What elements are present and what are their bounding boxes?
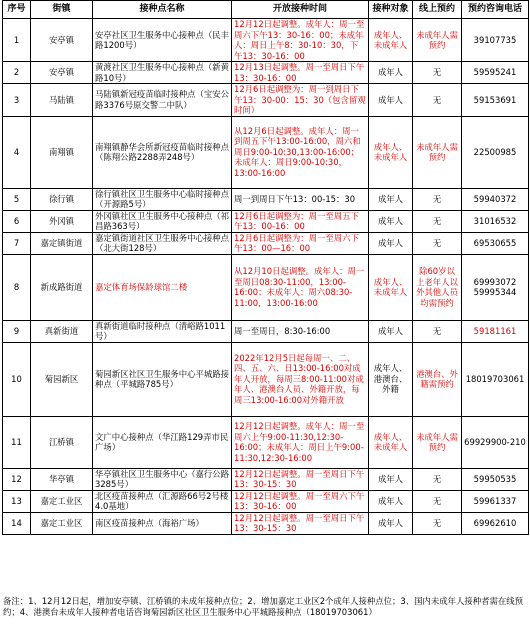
- town-cell: 嘉定镇街道: [31, 232, 93, 254]
- time-cell: 周一至周日，8:30-16:00: [232, 320, 369, 342]
- table-row: [3, 210, 529, 232]
- time-cell: 12月6日起调整为：周一至周六下午13：00—16：00: [232, 232, 369, 254]
- time-cell: 12月6日起调整为：周一到周日下午13：30-00：15：30（包含留观时间）: [232, 84, 369, 117]
- target-cell: 成年人: [369, 320, 413, 342]
- target-cell: 成年人: [369, 84, 413, 117]
- table-row: [3, 416, 529, 468]
- row-number: 8: [3, 254, 31, 320]
- town-cell: 南翔镇: [31, 116, 93, 188]
- target-cell: 成年人、港澳台、外籍: [369, 342, 413, 416]
- online-cell: 无: [413, 232, 462, 254]
- site-cell: 北区疫苗接种点（汇源路66号2号楼4.0基地）: [93, 490, 232, 512]
- table-row: [3, 232, 529, 254]
- town-cell: 马陆镇: [31, 84, 93, 117]
- phone-cell: 59940372: [462, 188, 529, 210]
- phone-cell: 69993072 59995344: [462, 254, 529, 320]
- town-cell: 嘉定工业区: [31, 512, 93, 534]
- header-site: 接种点名称: [93, 1, 232, 19]
- site-cell: 南区疫苗接种点（海裕广场）: [93, 512, 232, 534]
- online-cell: 无: [413, 188, 462, 210]
- online-cell: 未成年人需预约: [413, 416, 462, 468]
- header-target: 接种对象: [369, 1, 413, 19]
- header-time: 开放接种时间: [232, 1, 369, 19]
- target-cell: 成年人、未成年人: [369, 19, 413, 62]
- town-cell: 外冈镇: [31, 210, 93, 232]
- row-number: 12: [3, 468, 31, 490]
- target-cell: 成年人: [369, 62, 413, 84]
- row-number: 7: [3, 232, 31, 254]
- town-cell: 安亭镇: [31, 62, 93, 84]
- table-row: [3, 320, 529, 342]
- table-row: [3, 512, 529, 534]
- vaccination-sites-table: [2, 0, 529, 535]
- target-cell: 成年人: [369, 490, 413, 512]
- online-cell: 无: [413, 320, 462, 342]
- table-row: [3, 62, 529, 84]
- header-row: [3, 1, 529, 19]
- table-row: [3, 116, 529, 188]
- town-cell: 徐行镇: [31, 188, 93, 210]
- phone-cell: 59181161: [462, 320, 529, 342]
- site-cell: 马陆镇新冠疫苗临时接种点（宝安公路3376号原交警二中队）: [93, 84, 232, 117]
- online-cell: 无: [413, 490, 462, 512]
- row-number: 2: [3, 62, 31, 84]
- header-phone: 预约咨询电话: [462, 1, 529, 19]
- town-cell: 真新街道: [31, 320, 93, 342]
- site-cell: 南翔镇静华会所新冠疫苗临时接种点（陈翔公路2288弄248号）: [93, 116, 232, 188]
- phone-cell: 59595241: [462, 62, 529, 84]
- footnote: 备注：1、12月12日起，增加安亭镇、江桥镇的未成年接种点位；2、增加嘉定工业区2个成年人接种点位；3、国内未成年人接种者需在线预约；4、港澳台未成年人接种者电话咨询菊园新区社区卫生服务中心平城路接种点（18019703061）: [3, 596, 523, 618]
- phone-cell: 69962610: [462, 512, 529, 534]
- site-cell: 嘉定体育场保龄球馆二楼: [93, 254, 232, 320]
- site-cell: 真新街道临时接种点（清峪路1011号）: [93, 320, 232, 342]
- row-number: 11: [3, 416, 31, 468]
- target-cell: 成年人、未成年人: [369, 416, 413, 468]
- town-cell: 华亭镇: [31, 468, 93, 490]
- site-cell: 黄渡社区卫生服务中心接种点（新黄路10号）: [93, 62, 232, 84]
- target-cell: 成年人: [369, 468, 413, 490]
- site-cell: 嘉定镇街道社区卫生服务中心接种点（北大街128号）: [93, 232, 232, 254]
- online-cell: 未成年人需预约: [413, 116, 462, 188]
- site-cell: 安亭社区卫生服务中心接种点（民丰路1200号）: [93, 19, 232, 62]
- time-cell: 12月12日起调整。周一至周六下午13：30-16：00: [232, 490, 369, 512]
- site-cell: 华亭镇社区卫生服务中心（嘉行公路3285号）: [93, 468, 232, 490]
- phone-cell: 18019703061: [462, 342, 529, 416]
- target-cell: 成年人: [369, 210, 413, 232]
- time-cell: 从12月6日起调整。成年人：周一到周五下午13:00-16:00，周六和周日9:00-10:30,13:00-16:00；未成年人：周日9:00-10:30，13:00-16:00: [232, 116, 369, 188]
- time-cell: 12月6日起调整为：周一至周五下午13：00-16：00: [232, 210, 369, 232]
- phone-cell: 22500985: [462, 116, 529, 188]
- online-cell: 港澳台、外籍需预约: [413, 342, 462, 416]
- table-row: [3, 342, 529, 416]
- header-no: 序号: [3, 1, 31, 19]
- phone-cell: 59961337: [462, 490, 529, 512]
- phone-cell: 69929900-210: [462, 416, 529, 468]
- site-cell: 菊园新区社区卫生服务中心平城路接种点（平城路785号）: [93, 342, 232, 416]
- row-number: 13: [3, 490, 31, 512]
- row-number: 3: [3, 84, 31, 117]
- table-row: [3, 84, 529, 117]
- town-cell: 安亭镇: [31, 19, 93, 62]
- row-number: 10: [3, 342, 31, 416]
- target-cell: 成年人、未成年人: [369, 116, 413, 188]
- row-number: 5: [3, 188, 31, 210]
- row-number: 1: [3, 19, 31, 62]
- time-cell: 从12月10日起调整。成年人：周一至周日08:30-11:00，13:00-16:00；未成年人：周六08:30-11:00，13:00-16:00: [232, 254, 369, 320]
- town-cell: 江桥镇: [31, 416, 93, 468]
- site-cell: 文广中心接种点（华江路129弄市民广场）: [93, 416, 232, 468]
- site-cell: 外冈镇社区卫生服务中心接种点（祁昌路363号）: [93, 210, 232, 232]
- table-row: [3, 19, 529, 62]
- time-cell: 2022年12月5日起每周一、二、四、五、六、日13:00-16:00对成年人开放，每周三8:00-11:00对成年人、港澳台人员、外籍开放，每周三13:00-16:00对外籍开放: [232, 342, 369, 416]
- online-cell: 无: [413, 84, 462, 117]
- phone-cell: 59153691: [462, 84, 529, 117]
- target-cell: 成年人: [369, 512, 413, 534]
- row-number: 9: [3, 320, 31, 342]
- time-cell: 周一到周日下午13：00-15：30: [232, 188, 369, 210]
- time-cell: 12月12日起调整。成年人：周一至周六下午13：30-16：00；未成年人：周日上午8：30-10：30，下午13：30-16：00: [232, 19, 369, 62]
- time-cell: 12月12日起调整。周一至周日下午13：30-15：30: [232, 468, 369, 490]
- site-cell: 徐行镇社区卫生服务中心临时接种点（开源路5号）: [93, 188, 232, 210]
- row-number: 4: [3, 116, 31, 188]
- table-row: [3, 468, 529, 490]
- online-cell: 无: [413, 62, 462, 84]
- town-cell: 新成路街道: [31, 254, 93, 320]
- time-cell: 12月12日起调整。成年人：周一至周六上午9:00-11:30,12:30-16:00；未成年人：周日上午9:00-11:30,12:30-16:00: [232, 416, 369, 468]
- phone-cell: 69530655: [462, 232, 529, 254]
- town-cell: 菊园新区: [31, 342, 93, 416]
- online-cell: 无: [413, 210, 462, 232]
- table-row: [3, 490, 529, 512]
- row-number: 6: [3, 210, 31, 232]
- online-cell: 无: [413, 512, 462, 534]
- time-cell: 12月12日起调整。周一至周日下午13：30-15：30: [232, 512, 369, 534]
- header-town: 街镇: [31, 1, 93, 19]
- online-cell: 除60岁以上老年人以外其他人员均需预约: [413, 254, 462, 320]
- phone-cell: 31016532: [462, 210, 529, 232]
- online-cell: 未成年人需预约: [413, 19, 462, 62]
- target-cell: 成年人: [369, 232, 413, 254]
- phone-cell: 59950535: [462, 468, 529, 490]
- town-cell: 嘉定工业区: [31, 490, 93, 512]
- online-cell: 无: [413, 468, 462, 490]
- header-online: 线上预约: [413, 1, 462, 19]
- row-number: 14: [3, 512, 31, 534]
- phone-cell: 39107735: [462, 19, 529, 62]
- table-row: [3, 254, 529, 320]
- target-cell: 成年人: [369, 188, 413, 210]
- target-cell: 成年人、未成年人: [369, 254, 413, 320]
- table-row: [3, 188, 529, 210]
- time-cell: 12月13日起调整。周一至周日下午13：30-16：00: [232, 62, 369, 84]
